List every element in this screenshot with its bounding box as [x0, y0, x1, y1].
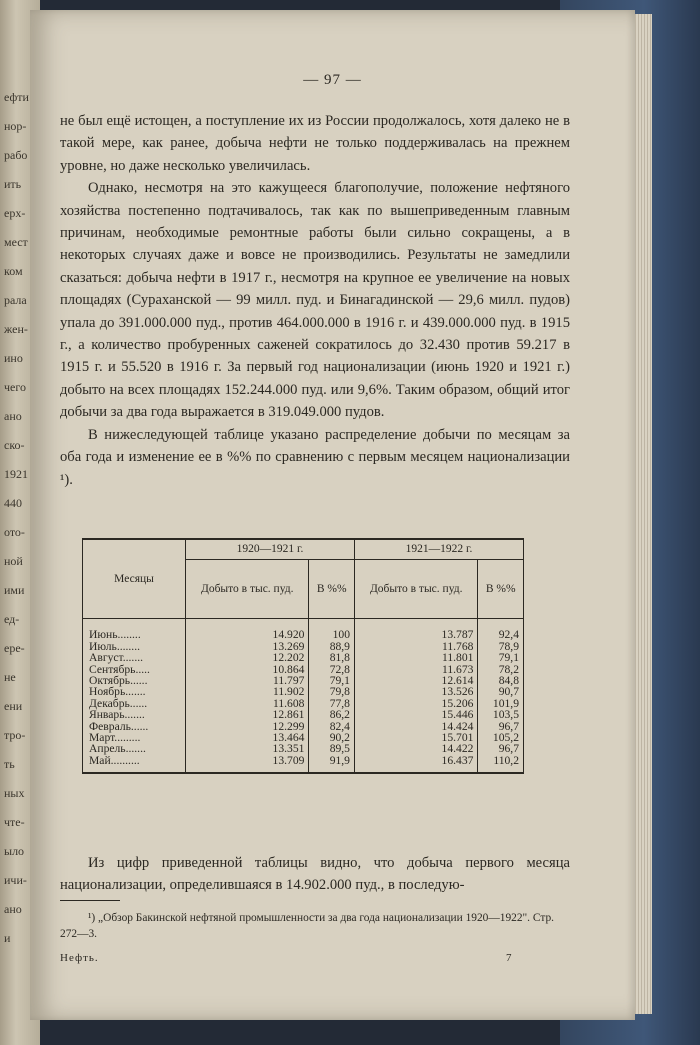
- cell-pct-2: 79,1: [478, 652, 524, 663]
- cell-mined-1: 14.920: [186, 619, 309, 641]
- facing-page-fragment: ано: [4, 902, 22, 916]
- facing-page-fragment: тро-: [4, 728, 26, 742]
- cell-pct-1: 86,2: [309, 709, 355, 720]
- facing-page-fragment: ере-: [4, 641, 25, 655]
- cell-mined-1: 13.351: [186, 743, 309, 754]
- facing-page-fragment: ино: [4, 351, 23, 365]
- cell-pct-2: 92,4: [478, 619, 524, 641]
- cell-month: Декабрь......: [83, 698, 186, 709]
- facing-page-fragment: ано: [4, 409, 22, 423]
- table-row: [83, 652, 524, 663]
- book-page: [30, 10, 635, 1020]
- facing-page-fragment: ефти: [4, 90, 29, 104]
- paragraph-after: [60, 852, 570, 897]
- cell-month: Март.........: [83, 732, 186, 743]
- cell-pct-1: 77,8: [309, 698, 355, 709]
- facing-page-fragment: жен-: [4, 322, 28, 336]
- paragraph: не был ещё истощен, а поступление их из России продолжалось, хотя далеко не в такой мере, как ранее, добыча нефти не только поддерживалась на прежнем уровне, но даже несколько увеличилась.: [60, 113, 570, 174]
- signature: Нефть.: [60, 952, 99, 964]
- facing-page-fragment: нор-: [4, 119, 27, 133]
- cell-pct-1: 79,8: [309, 686, 355, 697]
- cell-mined-1: 13.709: [186, 755, 309, 773]
- cell-pct-2: 110,2: [478, 755, 524, 773]
- body-text: [60, 110, 570, 491]
- facing-page-fragment: 440: [4, 496, 22, 510]
- facing-page-fragment: ими: [4, 583, 25, 597]
- cell-mined-2: 14.424: [354, 721, 477, 732]
- col-header-mined-1: Добыто в тыс. пуд.: [186, 560, 309, 619]
- cell-month: Июнь........: [83, 619, 186, 641]
- cell-mined-1: 12.861: [186, 709, 309, 720]
- cell-month: Февраль......: [83, 721, 186, 732]
- facing-page-fragment: ото-: [4, 525, 25, 539]
- facing-page-fragment: чте-: [4, 815, 25, 829]
- cell-mined-2: 12.614: [354, 675, 477, 686]
- cell-mined-1: 11.797: [186, 675, 309, 686]
- paragraph: Однако, несмотря на это кажущееся благополучие, положение нефтяного хозяйства постепенно подтачивалось, так как по вышеприведенным главным причинам, необходимые ремонтные работы были сильно сокращены, а в некоторых случаях даже и вовсе не производились. Результаты не замедлили сказаться: добыча нефти в 1917 г., несмотря на крупное ее увеличение на новых площадях (Сураханской — 99 милл. пуд. и Бинагадинской — 29,6 милл. пудов) упала до 391.000.000 пуд., против 464.000.000 в 1916 г. и 439.000.000 пуд. в 1915 г., а количество пробуренных саженей сократилось до 32.430 против 59.217 в 1915 г. и 55.520 в 1916 г. За первый год национализации (июнь 1920 и 1921 г.) добыто на всех площадях 152.244.000 пуд. или 9,6%. Таким образом, общий итог добычи за два года выражается в 319.049.000 пудов.: [60, 180, 570, 421]
- cell-month: Май..........: [83, 755, 186, 773]
- col-header-pct-1: В %%: [309, 560, 355, 619]
- facing-page-fragment: ком: [4, 264, 23, 278]
- col-header-period-1: 1920—1921 г.: [186, 539, 355, 560]
- footnote: ¹) „Обзор Бакинской нефтяной промышленности за два года национализации 1920—1922". Стр. 272—3.: [60, 912, 554, 940]
- cell-pct-2: 105,2: [478, 732, 524, 743]
- cell-mined-2: 15.701: [354, 732, 477, 743]
- facing-page-fragment: чего: [4, 380, 26, 394]
- facing-page-fragment: 1921: [4, 467, 28, 481]
- production-table: [82, 538, 524, 774]
- signature-mark: 7: [506, 952, 512, 964]
- cell-pct-2: 101,9: [478, 698, 524, 709]
- facing-page-fragment: рабо: [4, 148, 28, 162]
- cell-mined-1: 12.299: [186, 721, 309, 732]
- cell-mined-1: 11.608: [186, 698, 309, 709]
- facing-page-fragment: ыло: [4, 844, 25, 858]
- cell-mined-2: 13.787: [354, 619, 477, 641]
- facing-page-fragment: ных: [4, 786, 25, 800]
- paragraph: Из цифр приведенной таблицы видно, что добыча первого месяца национализации, определившаяся в 14.902.000 пуд., в последую-: [60, 855, 570, 894]
- facing-page-fragment: ной: [4, 554, 23, 568]
- cell-mined-1: 13.464: [186, 732, 309, 743]
- col-header-mined-2: Добыто в тыс. пуд.: [354, 560, 477, 619]
- table-row: [83, 619, 524, 641]
- cell-pct-1: 79,1: [309, 675, 355, 686]
- cell-mined-2: 15.206: [354, 698, 477, 709]
- cell-pct-1: 82,4: [309, 721, 355, 732]
- col-header-pct-2: В %%: [478, 560, 524, 619]
- cell-mined-1: 13.269: [186, 641, 309, 652]
- cell-mined-2: 11.673: [354, 664, 477, 675]
- cell-pct-2: 96,7: [478, 721, 524, 732]
- cell-mined-2: 11.768: [354, 641, 477, 652]
- facing-page-fragment: ть: [4, 757, 15, 771]
- cell-mined-2: 14.422: [354, 743, 477, 754]
- cell-mined-2: 11.801: [354, 652, 477, 663]
- page-number: — 97 —: [303, 72, 362, 88]
- footnote-rule: [60, 900, 120, 901]
- cell-pct-1: 72,8: [309, 664, 355, 675]
- cell-pct-2: 90,7: [478, 686, 524, 697]
- cell-pct-1: 90,2: [309, 732, 355, 743]
- facing-page-fragment: ерх-: [4, 206, 26, 220]
- cell-pct-1: 88,9: [309, 641, 355, 652]
- cell-month: Октябрь......: [83, 675, 186, 686]
- facing-page-fragment: ско-: [4, 438, 25, 452]
- cell-mined-1: 11.902: [186, 686, 309, 697]
- cell-mined-2: 15.446: [354, 709, 477, 720]
- cell-mined-1: 12.202: [186, 652, 309, 663]
- cell-mined-1: 10.864: [186, 664, 309, 675]
- cell-pct-2: 78,2: [478, 664, 524, 675]
- facing-page-fragment: ить: [4, 177, 22, 191]
- cell-month: Апрель.......: [83, 743, 186, 754]
- cell-pct-2: 84,8: [478, 675, 524, 686]
- cell-month: Август.......: [83, 652, 186, 663]
- col-header-months: Месяцы: [83, 539, 186, 619]
- cell-pct-1: 89,5: [309, 743, 355, 754]
- cell-pct-1: 100: [309, 619, 355, 641]
- cell-pct-1: 81,8: [309, 652, 355, 663]
- col-header-period-2: 1921—1922 г.: [354, 539, 523, 560]
- facing-page-fragment: ед-: [4, 612, 20, 626]
- cell-pct-1: 91,9: [309, 755, 355, 773]
- facing-page-fragment: рала: [4, 293, 27, 307]
- cell-month: Сентябрь.....: [83, 664, 186, 675]
- facing-page-fragment: мест: [4, 235, 28, 249]
- cell-mined-2: 13.526: [354, 686, 477, 697]
- table-row: [83, 755, 524, 773]
- cell-mined-2: 16.437: [354, 755, 477, 773]
- facing-page-fragment: ичи-: [4, 873, 27, 887]
- table-row: [83, 709, 524, 720]
- cell-month: Ноябрь.......: [83, 686, 186, 697]
- cell-month: Июль........: [83, 641, 186, 652]
- cell-month: Январь.......: [83, 709, 186, 720]
- facing-page-fragment: не: [4, 670, 16, 684]
- facing-page-fragment: и: [4, 931, 11, 945]
- paragraph: В нижеследующей таблице указано распределение добычи по месяцам за оба года и изменение ее в %% по сравнению с первым месяцем национализации ¹).: [60, 426, 570, 488]
- cell-pct-2: 78,9: [478, 641, 524, 652]
- cell-pct-2: 96,7: [478, 743, 524, 754]
- facing-page-fragment: ени: [4, 699, 23, 713]
- cell-pct-2: 103,5: [478, 709, 524, 720]
